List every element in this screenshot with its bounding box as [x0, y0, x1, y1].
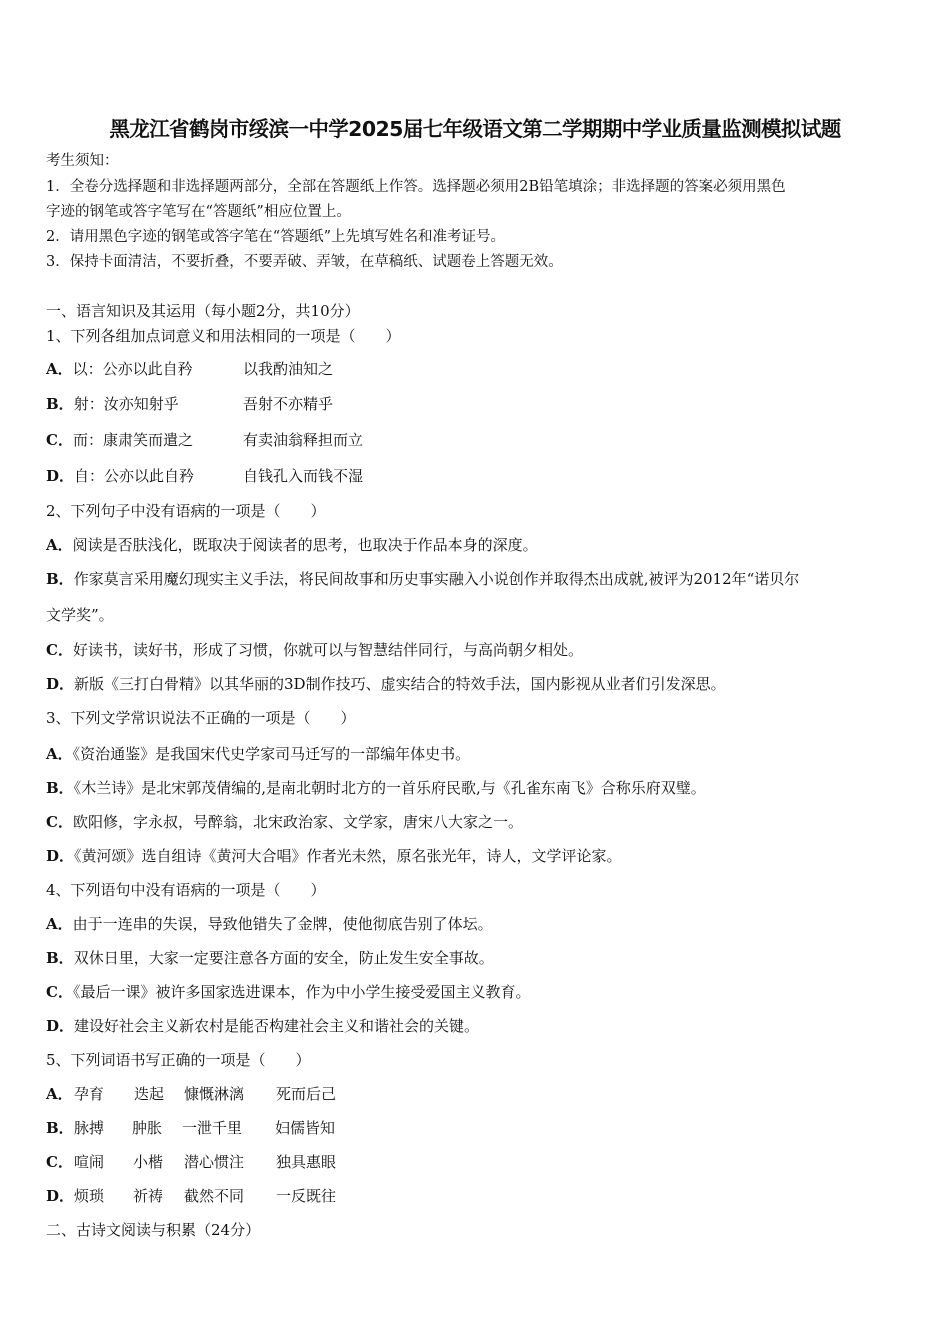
option-label: D． [46, 847, 75, 865]
q3-option-d-text: 《黄河颂》选自组诗《黄河大合唱》作者光未然，原名张光年，诗人，文学评论家。 [74, 847, 622, 865]
q5-option-a-word-4: 死而后己 [276, 1085, 337, 1103]
q5-option-b-word-3: 一泄千里 [182, 1119, 243, 1137]
option-label: A． [46, 915, 73, 933]
q3-option-b [46, 778, 706, 798]
option-label: C． [46, 1153, 73, 1171]
q1-option-c-text-1: 而：康肃笑而遣之 [72, 431, 193, 449]
q4-option-c-text: 《最后一课》被许多国家选进课本，作为中小学生接受爱国主义教育。 [72, 983, 531, 1001]
q1-stem: 1、下列各组加点词意义和用法相同的一项是（ ） [46, 327, 401, 345]
q2-option-b-text: 作家莫言采用魔幻现实主义手法，将民间故事和历史事实融入小说创作并取得杰出成就,被评为2012年“诺贝尔 [73, 570, 800, 588]
q1-option-b-text-2: 吾射不亦精乎 [243, 395, 334, 413]
q5-stem: 5、下列词语书写正确的一项是（ ） [46, 1051, 311, 1069]
q5-option-d-word-3: 截然不同 [184, 1187, 245, 1205]
notice-item-2: 2．请用黑色字迹的钢笔或答字笔在“答题纸”上先填写姓名和准考证号。 [46, 229, 506, 245]
option-label: C． [46, 983, 73, 1001]
q5-option-d-word-4: 一反既往 [276, 1187, 337, 1205]
option-label: B． [46, 570, 74, 588]
q4-option-d [46, 1016, 479, 1036]
notice-item-1-line-1: 1．全卷分选择题和非选择题两部分，全部在答题纸上作答。选择题必须用2B铅笔填涂；非选择题的答案必须用黑色 [46, 179, 786, 195]
q5-option-a [46, 1084, 73, 1104]
q3-option-a [46, 744, 470, 764]
q2-option-a-text: 阅读是否肤浅化，既取决于阅读者的思考，也取决于作品本身的深度。 [72, 536, 538, 554]
q4-option-a-text: 由于一连串的失误，导致他错失了金牌，使他彻底告别了体坛。 [72, 915, 493, 933]
q1-option-d-text-2: 自钱孔入而钱不湿 [243, 467, 364, 485]
q2-option-c-text: 好读书，读好书，形成了习惯，你就可以与智慧结伴同行，与高尚朝夕相处。 [72, 641, 583, 659]
q5-option-d-word-2: 祈祷 [133, 1187, 164, 1205]
q1-option-b-text-1: 射：汝亦知射乎 [73, 395, 179, 413]
option-label: C． [46, 641, 73, 659]
q5-option-c-word-1: 喧闹 [74, 1153, 105, 1171]
option-label: D． [46, 467, 75, 485]
option-label: A． [46, 1085, 73, 1103]
q1-option-a-text-2: 以我酌油知之 [243, 360, 334, 378]
option-label: C． [46, 431, 73, 449]
option-label: B． [46, 395, 74, 413]
q2-option-b-line-2: 文学奖”。 [46, 606, 114, 624]
q5-option-b-word-4: 妇儒皆知 [275, 1119, 336, 1137]
q3-option-d [46, 846, 622, 866]
q5-option-b [46, 1118, 74, 1138]
q1-option-d-text-1: 自：公亦以此自矜 [74, 467, 195, 485]
q4-option-c [46, 982, 530, 1002]
q3-option-c [46, 812, 523, 832]
q5-option-a-word-3: 慷慨淋漓 [184, 1085, 245, 1103]
q1-option-d [46, 466, 194, 486]
option-label: A． [46, 360, 73, 378]
q3-stem: 3、下列文学常识说法不正确的一项是（ ） [46, 709, 356, 727]
q4-option-a [46, 914, 493, 934]
q4-option-d-text: 建设好社会主义新农村是能否构建社会主义和谐社会的关键。 [74, 1017, 480, 1035]
exam-title: 黑龙江省鹤岗市绥滨一中学2025届七年级语文第二学期期中学业质量监测模拟试题 [109, 117, 841, 141]
q1-option-c [46, 430, 193, 450]
section-2-heading: 二、古诗文阅读与积累（24分） [46, 1221, 261, 1239]
q5-option-c [46, 1152, 73, 1172]
q5-option-c-word-2: 小楷 [133, 1153, 164, 1171]
q3-option-c-text: 欧阳修，字永叔，号醉翁，北宋政治家、文学家，唐宋八大家之一。 [72, 813, 523, 831]
option-label: B． [46, 1119, 74, 1137]
q5-option-a-word-1: 孕育 [74, 1085, 105, 1103]
q5-option-c-word-3: 潜心惯注 [184, 1153, 245, 1171]
notice-heading: 考生须知： [46, 153, 119, 169]
notice-item-3: 3．保持卡面清洁，不要折叠，不要弄破、弄皱，在草稿纸、试题卷上答题无效。 [46, 254, 563, 270]
section-1-heading: 一、语言知识及其运用（每小题2分，共10分） [46, 302, 360, 320]
q4-stem: 4、下列语句中没有语病的一项是（ ） [46, 881, 326, 899]
q2-option-d [46, 674, 726, 694]
q1-option-a-text-1: 以：公亦以此自矜 [72, 360, 193, 378]
q5-option-a-word-2: 迭起 [134, 1085, 165, 1103]
q2-option-a [46, 535, 538, 555]
q1-option-c-text-2: 有卖油翁释担而立 [243, 431, 364, 449]
option-label: D． [46, 675, 75, 693]
option-label: D． [46, 1017, 75, 1035]
option-label: A． [46, 745, 73, 763]
option-label: A． [46, 536, 73, 554]
q2-option-d-text: 新版《三打白骨精》以其华丽的3D制作技巧、虚实结合的特效手法，国内影视从业者们引发深思。 [74, 675, 726, 693]
q5-option-b-word-1: 脉搏 [74, 1119, 105, 1137]
option-label: D． [46, 1187, 75, 1205]
q3-option-a-text: 《资治通鉴》是我国宋代史学家司马迁写的一部编年体史书。 [72, 745, 471, 763]
notice-item-1-line-2: 字迹的钢笔或答字笔写在“答题纸”相应位置上。 [46, 204, 351, 220]
q4-option-b [46, 948, 494, 968]
q4-option-b-text: 双休日里，大家一定要注意各方面的安全，防止发生安全事故。 [73, 949, 494, 967]
q3-option-b-text: 《木兰诗》是北宋郭茂倩编的,是南北朝时北方的一首乐府民歌,与《孔雀东南飞》合称乐府双璧。 [73, 779, 706, 797]
option-label: B． [46, 949, 74, 967]
option-label: B． [46, 779, 74, 797]
q5-option-d [46, 1186, 74, 1206]
q5-option-b-word-2: 肿胀 [132, 1119, 163, 1137]
q2-option-c [46, 640, 583, 660]
q2-stem: 2、下列句子中没有语病的一项是（ ） [46, 502, 326, 520]
q5-option-d-word-1: 烦琐 [74, 1187, 105, 1205]
option-label: C． [46, 813, 73, 831]
q1-option-b [46, 394, 179, 414]
q5-option-c-word-4: 独具惠眼 [276, 1153, 337, 1171]
q1-option-a [46, 359, 193, 379]
q2-option-b-line-1 [46, 569, 799, 589]
